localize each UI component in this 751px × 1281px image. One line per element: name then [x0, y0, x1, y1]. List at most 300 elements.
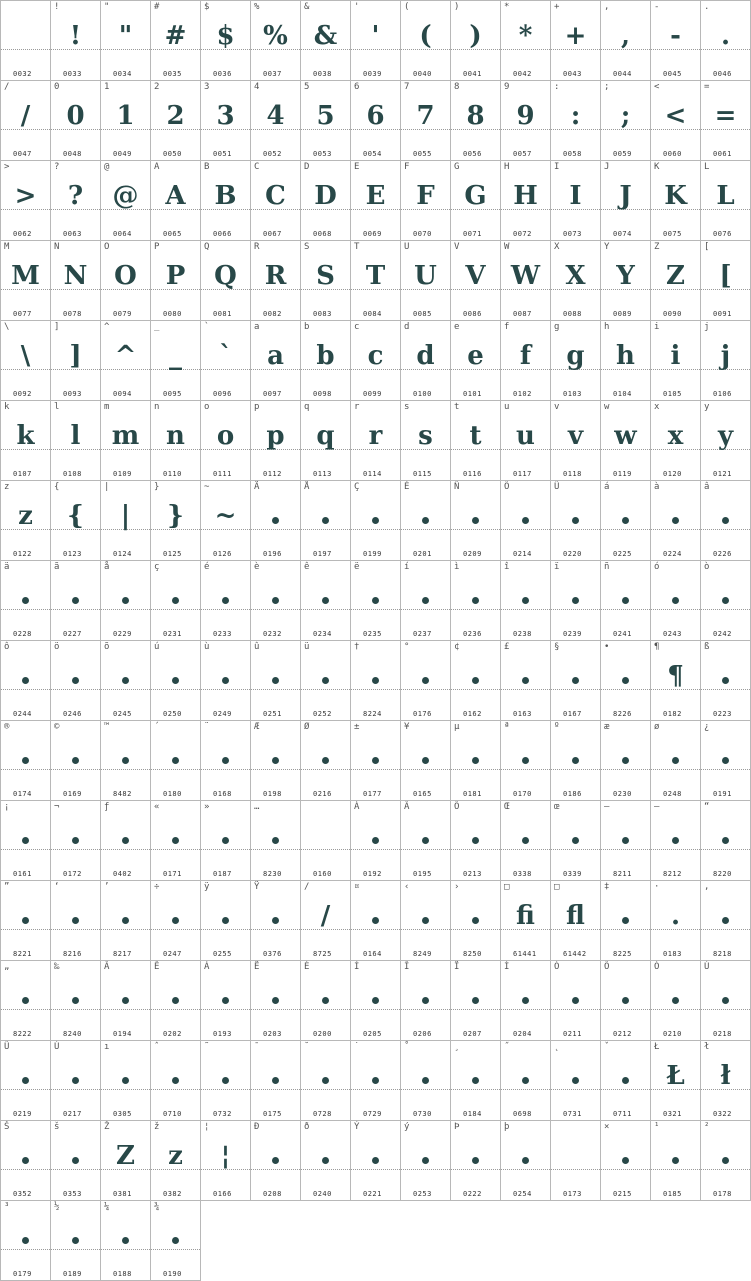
- glyph-cell: [450, 960, 501, 1041]
- glyph-code: 0078: [63, 310, 82, 318]
- glyph-code: 0180: [163, 790, 182, 798]
- glyph-code: 0231: [163, 630, 182, 638]
- glyph-sample: fl: [566, 901, 585, 931]
- missing-glyph-dot: [22, 757, 29, 764]
- glyph-cell: [200, 880, 251, 961]
- glyph-sample: .: [670, 901, 681, 931]
- missing-glyph-dot: [572, 757, 579, 764]
- glyph-cell-label: ä: [4, 562, 10, 572]
- glyph-code: 0710: [163, 1110, 182, 1118]
- glyph-cell: [250, 640, 301, 721]
- missing-glyph-dot: [422, 1077, 429, 1084]
- baseline-divider: [251, 1169, 300, 1170]
- glyph-cell: [450, 640, 501, 721]
- glyph-cell: [250, 480, 301, 561]
- baseline-divider: [551, 529, 600, 530]
- baseline-divider: [151, 1089, 200, 1090]
- glyph-cell: [50, 80, 101, 161]
- glyph-cell: [700, 0, 751, 81]
- glyph-cell-label: ‡: [604, 882, 610, 892]
- baseline-divider: [501, 1009, 550, 1010]
- glyph-code: 8249: [413, 950, 432, 958]
- glyph-cell-label: @: [104, 162, 110, 172]
- glyph-code: 0085: [413, 310, 432, 318]
- glyph-code: 0042: [513, 70, 532, 78]
- baseline-divider: [301, 689, 350, 690]
- missing-glyph-dot: [572, 997, 579, 1004]
- glyph-code: 0032: [13, 70, 32, 78]
- glyph-code: 0103: [563, 390, 582, 398]
- glyph-cell-label: k: [4, 402, 10, 412]
- baseline-divider: [501, 769, 550, 770]
- glyph-code: 8220: [713, 870, 732, 878]
- glyph-code: 0077: [13, 310, 32, 318]
- glyph-code: 0254: [513, 1190, 532, 1198]
- glyph-cell-label: ›: [454, 882, 460, 892]
- glyph-code: 0218: [713, 1030, 732, 1038]
- glyph-cell-label: `: [204, 322, 210, 332]
- missing-glyph-dot: [372, 677, 379, 684]
- baseline-divider: [551, 1009, 600, 1010]
- glyph-code: 0173: [563, 1190, 582, 1198]
- glyph-cell: [50, 800, 101, 881]
- glyph-code: 0249: [213, 710, 232, 718]
- glyph-code: 0172: [63, 870, 82, 878]
- glyph-code: 0193: [213, 1030, 232, 1038]
- glyph-cell: [100, 800, 151, 881]
- glyph-cell-label: Â: [104, 962, 110, 972]
- glyph-cell: [600, 880, 651, 961]
- glyph-cell-label: Ÿ: [254, 882, 260, 892]
- glyph-cell-label: Ä: [254, 482, 260, 492]
- glyph-sample: *: [518, 21, 533, 51]
- glyph-cell: [300, 960, 351, 1041]
- glyph-cell: [450, 80, 501, 161]
- glyph-cell-label: □: [554, 882, 560, 892]
- baseline-divider: [551, 1169, 600, 1170]
- glyph-code: 0069: [363, 230, 382, 238]
- missing-glyph-dot: [622, 517, 629, 524]
- missing-glyph-dot: [372, 997, 379, 1004]
- glyph-cell: [150, 880, 201, 961]
- baseline-divider: [251, 769, 300, 770]
- glyph-sample: 7: [416, 101, 435, 131]
- glyph-cell-label: –: [604, 802, 610, 812]
- glyph-cell: [650, 80, 701, 161]
- glyph-cell-label: ·: [654, 882, 660, 892]
- glyph-sample: &: [313, 21, 338, 51]
- baseline-divider: [351, 529, 400, 530]
- glyph-cell-label: ±: [354, 722, 360, 732]
- glyph-cell-label: š: [54, 1122, 60, 1132]
- baseline-divider: [651, 529, 700, 530]
- missing-glyph-dot: [622, 677, 629, 684]
- glyph-code: 0122: [13, 550, 32, 558]
- glyph-cell: [500, 1040, 551, 1121]
- glyph-cell: [500, 0, 551, 81]
- glyph-code: 0108: [63, 470, 82, 478]
- baseline-divider: [401, 1169, 450, 1170]
- missing-glyph-dot: [372, 1077, 379, 1084]
- glyph-code: 0187: [213, 870, 232, 878]
- glyph-cell-label: ‹: [404, 882, 410, 892]
- glyph-code: 0168: [213, 790, 232, 798]
- glyph-cell: [700, 640, 751, 721]
- glyph-cell: [0, 1040, 51, 1121]
- glyph-sample: 5: [316, 101, 335, 131]
- glyph-cell: [350, 240, 401, 321]
- glyph-code: 0192: [363, 870, 382, 878]
- baseline-divider: [501, 609, 550, 610]
- glyph-code: 0166: [213, 1190, 232, 1198]
- glyph-code: 0177: [363, 790, 382, 798]
- glyph-sample: K: [664, 181, 687, 211]
- glyph-cell-label: õ: [104, 642, 110, 652]
- glyph-cell: [100, 560, 151, 641]
- glyph-sample: 6: [366, 101, 385, 131]
- missing-glyph-dot: [72, 677, 79, 684]
- glyph-cell-label: e: [454, 322, 460, 332]
- glyph-cell: [200, 1040, 251, 1121]
- glyph-cell-label: ö: [54, 642, 60, 652]
- missing-glyph-dot: [172, 677, 179, 684]
- glyph-cell: [50, 320, 101, 401]
- glyph-cell: [500, 640, 551, 721]
- glyph-code: 8250: [463, 950, 482, 958]
- glyph-code: 0221: [363, 1190, 382, 1198]
- glyph-sample: e: [467, 341, 484, 371]
- glyph-cell: [0, 80, 51, 161]
- glyph-cell-label: Œ: [504, 802, 510, 812]
- glyph-cell-label: ¾: [154, 1202, 160, 1212]
- glyph-sample: N: [63, 261, 88, 291]
- glyph-cell-label: ¥: [404, 722, 410, 732]
- baseline-divider: [701, 849, 750, 850]
- glyph-cell-label: Ã: [404, 802, 410, 812]
- missing-glyph-dot: [422, 917, 429, 924]
- glyph-code: 0036: [213, 70, 232, 78]
- glyph-code: 0084: [363, 310, 382, 318]
- glyph-cell: [250, 160, 301, 241]
- glyph-code: 0123: [63, 550, 82, 558]
- glyph-sample: M: [11, 261, 40, 291]
- glyph-sample: Z: [666, 261, 685, 291]
- baseline-divider: [701, 689, 750, 690]
- baseline-divider: [601, 609, 650, 610]
- glyph-code: 0113: [313, 470, 332, 478]
- glyph-cell-label: ^: [104, 322, 110, 332]
- glyph-sample: 0: [66, 101, 85, 131]
- glyph-sample: P: [165, 261, 186, 291]
- glyph-cell: [100, 80, 151, 161]
- glyph-code: 0222: [463, 1190, 482, 1198]
- glyph-cell-label: ¹: [654, 1122, 660, 1132]
- glyph-cell: [150, 80, 201, 161]
- glyph-cell-label: À: [354, 802, 360, 812]
- baseline-divider: [351, 609, 400, 610]
- glyph-code: 0063: [63, 230, 82, 238]
- glyph-cell-label: Ø: [304, 722, 310, 732]
- glyph-code: 0087: [513, 310, 532, 318]
- glyph-cell: [200, 160, 251, 241]
- glyph-code: 0730: [413, 1110, 432, 1118]
- missing-glyph-dot: [372, 517, 379, 524]
- glyph-cell-label: ƒ: [104, 802, 110, 812]
- glyph-code: 0080: [163, 310, 182, 318]
- baseline-divider: [51, 1009, 100, 1010]
- glyph-cell-label: ¶: [654, 642, 660, 652]
- glyph-cell-label: >: [4, 162, 10, 172]
- glyph-code: 0162: [463, 710, 482, 718]
- glyph-cell: [700, 560, 751, 641]
- baseline-divider: [551, 609, 600, 610]
- glyph-code: 0206: [413, 1030, 432, 1038]
- missing-glyph-dot: [172, 1237, 179, 1244]
- glyph-code: 0116: [463, 470, 482, 478]
- glyph-code: 0053: [313, 150, 332, 158]
- glyph-code: 0088: [563, 310, 582, 318]
- glyph-code: 0214: [513, 550, 532, 558]
- glyph-cell: [600, 1120, 651, 1201]
- missing-glyph-dot: [272, 1077, 279, 1084]
- glyph-code: 0043: [563, 70, 582, 78]
- missing-glyph-dot: [422, 837, 429, 844]
- glyph-cell: [650, 720, 701, 801]
- glyph-cell: [650, 800, 701, 881]
- glyph-sample: B: [214, 181, 237, 211]
- glyph-code: 0076: [713, 230, 732, 238]
- glyph-code: 0238: [513, 630, 532, 638]
- glyph-cell: [0, 960, 51, 1041]
- glyph-cell-label: ÿ: [204, 882, 210, 892]
- glyph-cell: [150, 800, 201, 881]
- baseline-divider: [101, 929, 150, 930]
- glyph-code: 0098: [313, 390, 332, 398]
- glyph-cell-label: à: [654, 482, 660, 492]
- glyph-sample: p: [266, 421, 285, 451]
- glyph-cell: [350, 0, 401, 81]
- glyph-cell: [50, 720, 101, 801]
- glyph-cell-label: r: [354, 402, 360, 412]
- glyph-cell: [350, 800, 401, 881]
- glyph-cell-label: ~: [204, 482, 210, 492]
- glyph-cell-label: £: [504, 642, 510, 652]
- glyph-cell: [500, 720, 551, 801]
- glyph-sample: b: [316, 341, 335, 371]
- glyph-cell-label: g: [554, 322, 560, 332]
- glyph-code: 0711: [613, 1110, 632, 1118]
- glyph-cell-label: ‚: [704, 882, 710, 892]
- missing-glyph-dot: [522, 677, 529, 684]
- glyph-cell: [200, 0, 251, 81]
- missing-glyph-dot: [222, 677, 229, 684]
- missing-glyph-dot: [522, 1157, 529, 1164]
- glyph-cell-label: p: [254, 402, 260, 412]
- baseline-divider: [701, 1009, 750, 1010]
- baseline-divider: [601, 929, 650, 930]
- glyph-code: 0233: [213, 630, 232, 638]
- glyph-code: 0188: [113, 1270, 132, 1278]
- missing-glyph-dot: [22, 677, 29, 684]
- glyph-cell-label: »: [204, 802, 210, 812]
- glyph-cell-label: î: [504, 562, 510, 572]
- glyph-cell: [650, 1040, 701, 1121]
- glyph-cell-label: _: [154, 322, 160, 332]
- glyph-cell: [700, 400, 751, 481]
- glyph-code: 0038: [313, 70, 332, 78]
- missing-glyph-dot: [572, 1077, 579, 1084]
- glyph-cell: [350, 80, 401, 161]
- baseline-divider: [451, 609, 500, 610]
- baseline-divider: [701, 529, 750, 530]
- baseline-divider: [151, 689, 200, 690]
- baseline-divider: [151, 769, 200, 770]
- glyph-cell-label: 7: [404, 82, 410, 92]
- glyph-code: 0073: [563, 230, 582, 238]
- missing-glyph-dot: [322, 597, 329, 604]
- glyph-code: 0729: [363, 1110, 382, 1118]
- glyph-cell: [700, 800, 751, 881]
- baseline-divider: [601, 849, 650, 850]
- glyph-sample: L: [716, 181, 735, 211]
- glyph-code: 0255: [213, 950, 232, 958]
- missing-glyph-dot: [222, 757, 229, 764]
- missing-glyph-dot: [422, 517, 429, 524]
- glyph-code: 0212: [613, 1030, 632, 1038]
- glyph-code: 0111: [213, 470, 232, 478]
- glyph-sample: Q: [214, 261, 237, 291]
- glyph-code: 0186: [563, 790, 582, 798]
- glyph-sample: {: [67, 501, 84, 531]
- glyph-cell: [650, 320, 701, 401]
- glyph-cell-label: Ö: [504, 482, 510, 492]
- glyph-code: 0051: [213, 150, 232, 158]
- baseline-divider: [651, 609, 700, 610]
- glyph-code: 0054: [363, 150, 382, 158]
- glyph-code: 0106: [713, 390, 732, 398]
- glyph-cell-label: ª: [504, 722, 510, 732]
- glyph-sample: Y: [616, 261, 635, 291]
- glyph-cell-label: ,: [604, 2, 610, 12]
- glyph-cell: [550, 720, 601, 801]
- baseline-divider: [451, 1089, 500, 1090]
- glyph-code: 0064: [113, 230, 132, 238]
- glyph-code: 0094: [113, 390, 132, 398]
- glyph-cell: [650, 880, 701, 961]
- glyph-cell: [100, 640, 151, 721]
- glyph-code: 0247: [163, 950, 182, 958]
- missing-glyph-dot: [372, 757, 379, 764]
- glyph-cell-label: F: [404, 162, 410, 172]
- glyph-cell-label: I: [554, 162, 560, 172]
- baseline-divider: [451, 689, 500, 690]
- baseline-divider: [51, 1089, 100, 1090]
- baseline-divider: [151, 849, 200, 850]
- glyph-cell: [100, 320, 151, 401]
- glyph-code: 0338: [513, 870, 532, 878]
- glyph-code: 0109: [113, 470, 132, 478]
- glyph-sample: q: [316, 421, 335, 451]
- glyph-code: 0090: [663, 310, 682, 318]
- glyph-cell-label: ¼: [104, 1202, 110, 1212]
- glyph-sample: T: [365, 261, 386, 291]
- baseline-divider: [501, 1089, 550, 1090]
- glyph-cell-label: 3: [204, 82, 210, 92]
- glyph-cell: [450, 160, 501, 241]
- missing-glyph-dot: [522, 597, 529, 604]
- glyph-sample: i: [670, 341, 681, 371]
- glyph-sample: ): [469, 21, 482, 51]
- glyph-sample: I: [569, 181, 582, 211]
- glyph-cell: [600, 480, 651, 561]
- glyph-cell: [150, 960, 201, 1041]
- glyph-cell: [650, 1120, 701, 1201]
- glyph-sample: x: [667, 421, 684, 451]
- glyph-cell: [400, 0, 451, 81]
- glyph-cell-label: „: [4, 962, 10, 972]
- baseline-divider: [101, 849, 150, 850]
- missing-glyph-dot: [122, 837, 129, 844]
- glyph-code: 0167: [563, 710, 582, 718]
- glyph-cell: [400, 640, 451, 721]
- glyph-cell: [450, 880, 501, 961]
- glyph-cell-label: ¬: [54, 802, 60, 812]
- glyph-sample: G: [464, 181, 487, 211]
- glyph-cell-label: a: [254, 322, 260, 332]
- baseline-divider: [1, 849, 50, 850]
- glyph-cell-label: Ï: [454, 962, 460, 972]
- glyph-cell: [300, 640, 351, 721]
- glyph-sample: _: [169, 341, 182, 371]
- glyph-cell: [500, 480, 551, 561]
- glyph-code: 0208: [263, 1190, 282, 1198]
- baseline-divider: [351, 929, 400, 930]
- missing-glyph-dot: [122, 677, 129, 684]
- glyph-cell: [350, 1040, 401, 1121]
- glyph-cell-label: V: [454, 242, 460, 252]
- glyph-cell-label: S: [304, 242, 310, 252]
- glyph-code: 0201: [413, 550, 432, 558]
- glyph-cell: [550, 320, 601, 401]
- glyph-cell-label: ˚: [404, 1042, 410, 1052]
- glyph-sample: 2: [166, 101, 185, 131]
- missing-glyph-dot: [122, 917, 129, 924]
- glyph-cell: [300, 0, 351, 81]
- glyph-cell: [600, 160, 651, 241]
- glyph-cell: [350, 320, 401, 401]
- missing-glyph-dot: [322, 1077, 329, 1084]
- glyph-cell-label: C: [254, 162, 260, 172]
- baseline-divider: [1, 1009, 50, 1010]
- glyph-code: 0197: [313, 550, 332, 558]
- glyph-sample: r: [368, 421, 383, 451]
- missing-glyph-dot: [422, 997, 429, 1004]
- glyph-code: 0198: [263, 790, 282, 798]
- baseline-divider: [351, 1089, 400, 1090]
- glyph-cell-label: H: [504, 162, 510, 172]
- glyph-code: 0182: [663, 710, 682, 718]
- glyph-cell: [700, 240, 751, 321]
- missing-glyph-dot: [272, 1157, 279, 1164]
- glyph-cell: [200, 240, 251, 321]
- glyph-cell: [450, 1120, 501, 1201]
- glyph-sample: D: [314, 181, 337, 211]
- baseline-divider: [501, 689, 550, 690]
- glyph-cell: [700, 720, 751, 801]
- baseline-divider: [351, 1169, 400, 1170]
- glyph-cell: [250, 720, 301, 801]
- missing-glyph-dot: [622, 837, 629, 844]
